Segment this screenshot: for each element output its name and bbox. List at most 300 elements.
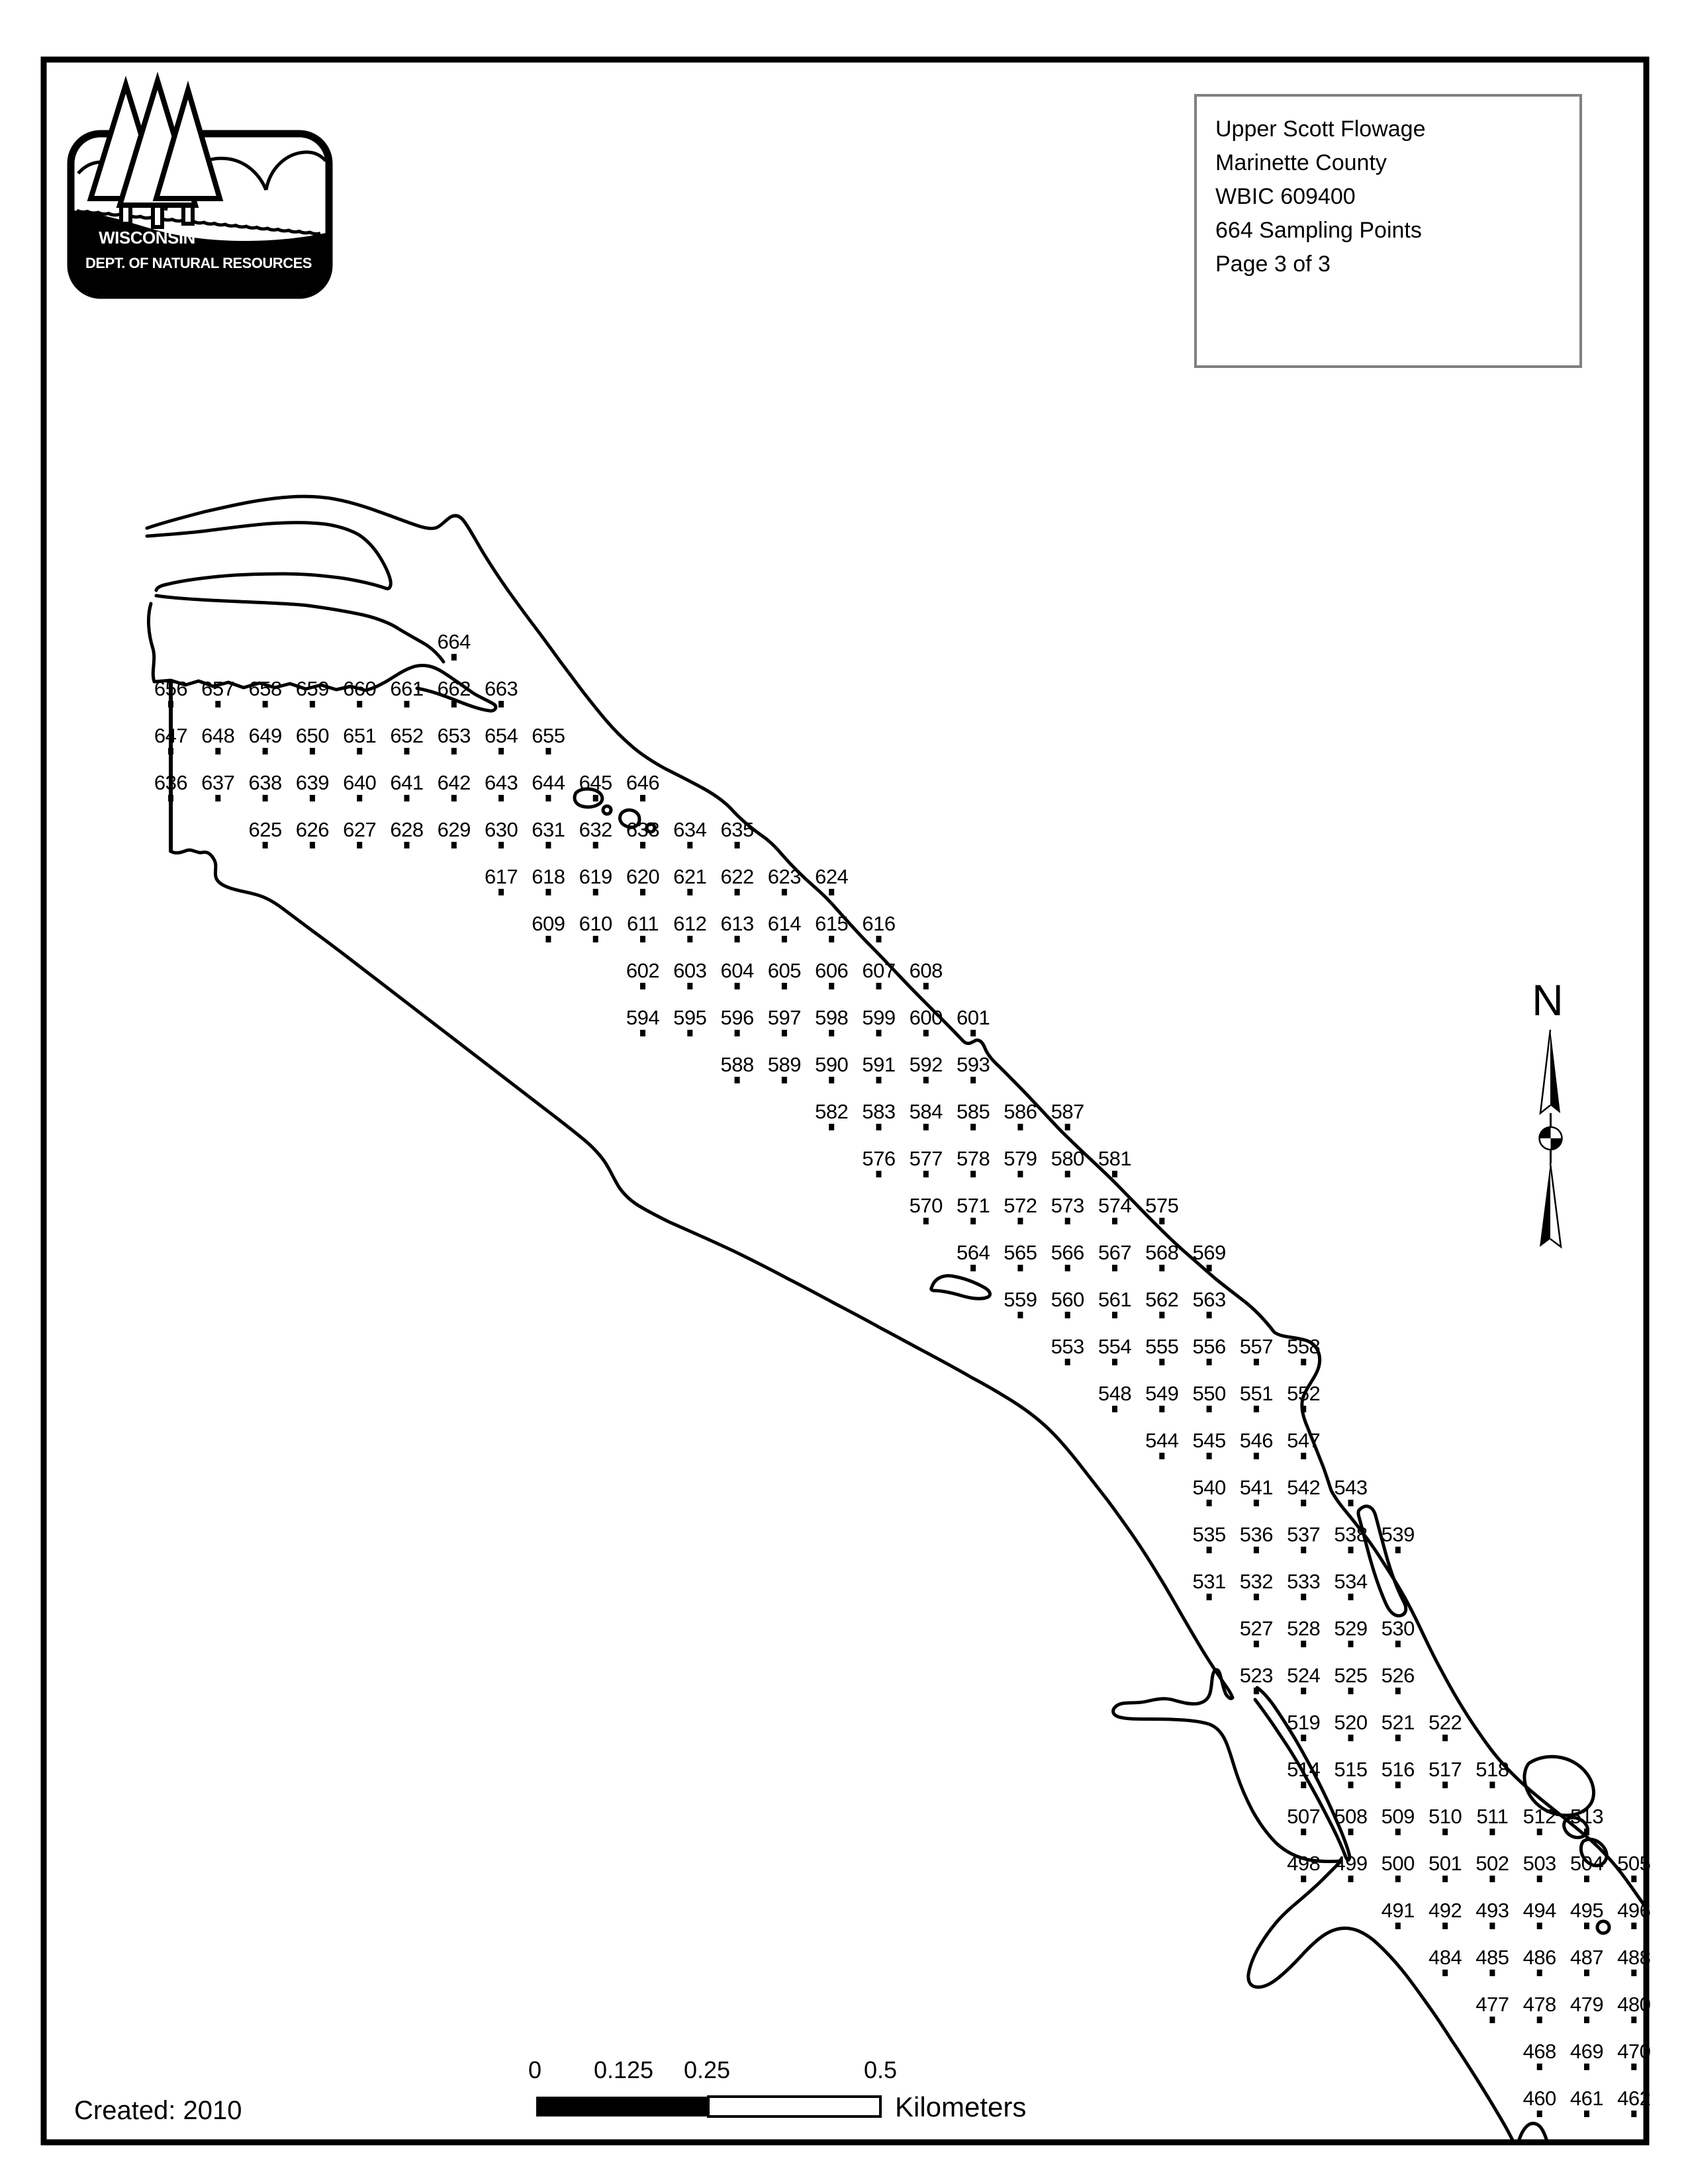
sampling-point-marker [1159, 1312, 1164, 1318]
sampling-point-label: 589 [767, 1053, 802, 1076]
sampling-point-label: 570 [909, 1194, 943, 1217]
sampling-point-label: 618 [532, 865, 565, 888]
sampling-point-marker [1017, 1312, 1023, 1318]
sampling-point-marker [498, 889, 504, 895]
sampling-point-marker [1017, 1171, 1023, 1177]
sampling-point-marker [1207, 1265, 1212, 1271]
sampling-point-marker [1301, 1500, 1306, 1506]
sampling-point-marker [1631, 1876, 1636, 1882]
sampling-point-marker [593, 795, 598, 801]
sampling-point-label: 574 [1098, 1194, 1132, 1217]
sampling-point-marker [498, 701, 504, 707]
sampling-point-marker [640, 936, 645, 942]
sampling-point-marker [263, 842, 268, 848]
sampling-point-label: 623 [767, 865, 802, 888]
sampling-point-label: 478 [1523, 1993, 1556, 2016]
sampling-point-label: 641 [390, 771, 424, 794]
sampling-point-label: 545 [1192, 1429, 1226, 1452]
sampling-point-label: 616 [862, 912, 896, 935]
scale-tick-025: 0.25 [683, 2056, 731, 2083]
sampling-point-marker [545, 936, 551, 942]
sampling-point-marker [498, 748, 504, 754]
sampling-point-marker [829, 936, 834, 942]
north-label: N [1532, 976, 1564, 1024]
sampling-point-label: 515 [1334, 1758, 1368, 1781]
created-label: Created: 2010 [74, 2096, 242, 2125]
sampling-point-marker [640, 983, 645, 989]
sampling-point-label: 550 [1192, 1382, 1226, 1405]
title-line-1: Upper Scott Flowage [1215, 116, 1426, 142]
sampling-point-marker [593, 889, 598, 895]
sampling-point-label: 592 [909, 1053, 943, 1076]
sampling-point-marker [357, 795, 362, 801]
sampling-point-label: 551 [1239, 1382, 1274, 1405]
scale-tick-0: 0 [528, 2056, 542, 2083]
sampling-point-label: 564 [956, 1241, 990, 1264]
sampling-point-marker [1301, 1594, 1306, 1600]
sampling-point-label: 579 [1004, 1147, 1037, 1170]
sampling-point-marker [687, 936, 692, 942]
sampling-point-label: 534 [1334, 1570, 1368, 1593]
scale-tick-05: 0.5 [863, 2056, 898, 2083]
sampling-point-label: 508 [1334, 1805, 1368, 1828]
sampling-point-label: 517 [1428, 1758, 1462, 1781]
sampling-point-marker [1395, 1829, 1401, 1835]
sampling-point-label: 492 [1428, 1899, 1462, 1922]
sampling-point-marker [829, 983, 834, 989]
sampling-point-label: 526 [1381, 1664, 1415, 1687]
sampling-point-label: 636 [154, 771, 188, 794]
sampling-point-marker [1442, 1970, 1448, 1976]
scale-bar [528, 2056, 1026, 2122]
sampling-point-marker [1254, 1641, 1259, 1647]
sampling-point-label: 604 [720, 959, 754, 982]
title-line-4: 664 Sampling Points [1215, 218, 1422, 243]
sampling-point-marker [263, 795, 268, 801]
sampling-point-marker [1348, 1547, 1354, 1553]
sampling-point-marker [1207, 1312, 1212, 1318]
sampling-point-marker [1584, 2017, 1589, 2023]
sampling-point-marker [735, 983, 740, 989]
sampling-point-label: 544 [1145, 1429, 1179, 1452]
sampling-point-label: 648 [201, 724, 235, 747]
sampling-point-marker [451, 748, 457, 754]
sampling-point-marker [970, 1265, 976, 1271]
sampling-point-marker [970, 1171, 976, 1177]
sampling-point-marker [1065, 1218, 1070, 1224]
sampling-point-marker [735, 842, 740, 848]
scale-unit-label: Kilometers [895, 2091, 1027, 2122]
sampling-point-label: 522 [1428, 1711, 1462, 1734]
sampling-point-label: 643 [484, 771, 518, 794]
sampling-point-marker [829, 1030, 834, 1036]
sampling-point-label: 530 [1381, 1617, 1415, 1640]
sampling-point-marker [923, 1124, 929, 1130]
sampling-point-label: 605 [767, 959, 802, 982]
sampling-point-marker [1254, 1500, 1259, 1506]
sampling-point-marker [1112, 1265, 1117, 1271]
wdnr-logo [71, 81, 329, 295]
sampling-point-marker [545, 889, 551, 895]
sampling-point-label: 606 [815, 959, 849, 982]
sampling-point-label: 615 [815, 912, 849, 935]
sampling-point-label: 500 [1381, 1852, 1415, 1875]
sampling-point-marker [1348, 1641, 1354, 1647]
sampling-point-label: 507 [1287, 1805, 1321, 1828]
sampling-point-label: 561 [1098, 1288, 1132, 1311]
sampling-point-marker [1301, 1641, 1306, 1647]
sampling-point-marker [168, 795, 173, 801]
sampling-point-label: 571 [956, 1194, 990, 1217]
sampling-point-marker [923, 1077, 929, 1083]
sampling-point-label: 486 [1523, 1946, 1556, 1969]
sampling-point-marker [1348, 1782, 1354, 1788]
sampling-point-label: 664 [437, 630, 471, 653]
sampling-point-label: 597 [767, 1006, 802, 1029]
sampling-point-label: 537 [1287, 1523, 1321, 1546]
sampling-point-label: 633 [626, 818, 660, 841]
sampling-point-label: 650 [295, 724, 330, 747]
sampling-point-marker [263, 748, 268, 754]
sampling-point-marker [498, 795, 504, 801]
sampling-point-marker [1537, 1923, 1542, 1929]
sampling-point-marker [1489, 1970, 1495, 1976]
sampling-point-label: 626 [295, 818, 330, 841]
sampling-point-marker [1489, 1829, 1495, 1835]
sampling-point-marker [357, 748, 362, 754]
sampling-point-label: 657 [201, 677, 235, 700]
sampling-point-label: 659 [295, 677, 330, 700]
sampling-point-marker [357, 701, 362, 707]
sampling-point-label: 510 [1428, 1805, 1462, 1828]
upper-finger-gap [147, 523, 391, 590]
sampling-point-label: 468 [1523, 2040, 1556, 2063]
sampling-point-label: 654 [484, 724, 518, 747]
sampling-point-label: 590 [815, 1053, 849, 1076]
sampling-point-label: 479 [1570, 1993, 1604, 2016]
sampling-point-label: 546 [1239, 1429, 1274, 1452]
sampling-point-label: 613 [720, 912, 754, 935]
sampling-point-label: 637 [201, 771, 235, 794]
sampling-point-marker [1348, 1876, 1354, 1882]
sampling-point-marker [1395, 1688, 1401, 1694]
sampling-point-marker [1395, 1641, 1401, 1647]
sampling-point-marker [1584, 1923, 1589, 1929]
sampling-point-marker [451, 795, 457, 801]
sampling-point-marker [1537, 1970, 1542, 1976]
sampling-point-label: 565 [1004, 1241, 1037, 1264]
sampling-point-label: 652 [390, 724, 424, 747]
sampling-point-marker [404, 842, 410, 848]
sampling-point-marker [782, 1030, 787, 1036]
sampling-point-marker [876, 983, 882, 989]
sampling-point-marker [1489, 2017, 1495, 2023]
sampling-point-label: 539 [1381, 1523, 1415, 1546]
sampling-point-marker [1631, 1923, 1636, 1929]
sampling-point-marker [1254, 1688, 1259, 1694]
sampling-point-marker [404, 748, 410, 754]
sampling-point-label: 655 [532, 724, 565, 747]
sampling-point-label: 661 [390, 677, 424, 700]
sampling-point-label: 538 [1334, 1523, 1368, 1546]
sampling-point-label: 549 [1145, 1382, 1179, 1405]
sampling-point-marker [168, 701, 173, 707]
sampling-point-label: 653 [437, 724, 471, 747]
sampling-point-marker [829, 1124, 834, 1130]
sampling-point-marker [1254, 1453, 1259, 1459]
sampling-point-marker [1537, 2064, 1542, 2070]
sampling-point-marker [1442, 1923, 1448, 1929]
sampling-point-marker [1301, 1547, 1306, 1553]
sampling-point-label: 640 [343, 771, 377, 794]
title-line-2: Marinette County [1215, 150, 1387, 175]
sampling-point-label: 484 [1428, 1946, 1462, 1969]
sampling-point-label: 603 [673, 959, 707, 982]
sampling-point-label: 642 [437, 771, 471, 794]
sampling-point-label: 601 [956, 1006, 990, 1029]
sampling-point-marker [1112, 1406, 1117, 1412]
north-arrow-upper-solid [1550, 1030, 1560, 1113]
sampling-point-label: 512 [1523, 1805, 1556, 1828]
sampling-point-label: 477 [1476, 1993, 1509, 2016]
sampling-point-marker [1442, 1829, 1448, 1835]
sampling-point-label: 647 [154, 724, 188, 747]
sampling-point-label: 527 [1239, 1617, 1274, 1640]
sampling-point-label: 600 [909, 1006, 943, 1029]
sampling-point-label: 567 [1098, 1241, 1132, 1264]
sampling-point-label: 660 [343, 677, 377, 700]
sampling-point-label: 617 [484, 865, 518, 888]
sampling-point-marker [640, 842, 645, 848]
sampling-point-label: 563 [1192, 1288, 1226, 1311]
sampling-point-label: 520 [1334, 1711, 1368, 1734]
sampling-point-marker [1584, 2064, 1589, 2070]
sampling-point-marker [1489, 1923, 1495, 1929]
sampling-point-label: 614 [767, 912, 802, 935]
sampling-point-marker [1631, 1970, 1636, 1976]
sampling-point-marker [1254, 1359, 1259, 1365]
sampling-point-label: 460 [1523, 2087, 1556, 2110]
sampling-point-label: 487 [1570, 1946, 1604, 1969]
sampling-point-marker [1207, 1453, 1212, 1459]
scale-tick-0125: 0.125 [593, 2056, 654, 2083]
sampling-point-marker [923, 1218, 929, 1224]
sampling-point-label: 501 [1428, 1852, 1462, 1875]
sampling-point-label: 581 [1098, 1147, 1132, 1170]
sampling-point-marker [1537, 2017, 1542, 2023]
sampling-point-marker [1112, 1218, 1117, 1224]
sampling-point-marker [829, 1077, 834, 1083]
sampling-point-marker [1584, 1970, 1589, 1976]
sampling-point-marker [1207, 1547, 1212, 1553]
sampling-point-label: 608 [909, 959, 943, 982]
sampling-point-label: 591 [862, 1053, 896, 1076]
sampling-point-label: 518 [1476, 1758, 1509, 1781]
sampling-point-marker [640, 795, 645, 801]
title-line-5: Page 3 of 3 [1215, 251, 1331, 277]
lower-finger-shore [156, 596, 444, 662]
sampling-points-layer [154, 630, 1651, 2117]
sampling-point-marker [782, 1077, 787, 1083]
sampling-point-marker [876, 1077, 882, 1083]
sampling-point-marker [1301, 1406, 1306, 1412]
sampling-point-label: 560 [1051, 1288, 1084, 1311]
sampling-point-label: 536 [1239, 1523, 1274, 1546]
sampling-point-marker [735, 936, 740, 942]
sampling-point-marker [1159, 1265, 1164, 1271]
sampling-point-marker [1395, 1735, 1401, 1741]
north-arrow-lower-solid [1540, 1163, 1550, 1247]
sampling-point-marker [735, 1030, 740, 1036]
sampling-point-marker [1584, 1876, 1589, 1882]
sampling-point-label: 554 [1098, 1335, 1132, 1358]
sampling-point-marker [1301, 1688, 1306, 1694]
sampling-point-marker [1301, 1876, 1306, 1882]
sampling-point-marker [1395, 1782, 1401, 1788]
sampling-point-label: 516 [1381, 1758, 1415, 1781]
sampling-point-label: 631 [532, 818, 565, 841]
sampling-point-marker [1254, 1547, 1259, 1553]
sampling-point-label: 627 [343, 818, 377, 841]
sampling-point-label: 559 [1004, 1288, 1037, 1311]
sampling-point-marker [1489, 1876, 1495, 1882]
sampling-point-marker [1348, 1735, 1354, 1741]
sampling-point-marker [1537, 1829, 1542, 1835]
sampling-point-marker [1017, 1124, 1023, 1130]
sampling-point-label: 649 [248, 724, 282, 747]
sampling-point-label: 638 [248, 771, 282, 794]
sampling-point-label: 607 [862, 959, 896, 982]
sampling-point-label: 533 [1287, 1570, 1321, 1593]
sampling-point-label: 555 [1145, 1335, 1179, 1358]
sampling-point-label: 525 [1334, 1664, 1368, 1687]
sampling-point-marker [1159, 1453, 1164, 1459]
sampling-point-label: 609 [532, 912, 565, 935]
sampling-point-label: 594 [626, 1006, 660, 1029]
sampling-point-label: 503 [1523, 1852, 1556, 1875]
sampling-point-label: 566 [1051, 1241, 1084, 1264]
sampling-point-label: 514 [1287, 1758, 1321, 1781]
sampling-point-marker [593, 936, 598, 942]
sampling-point-label: 645 [579, 771, 612, 794]
sampling-point-label: 502 [1476, 1852, 1509, 1875]
sampling-point-label: 558 [1287, 1335, 1321, 1358]
sampling-point-marker [640, 1030, 645, 1036]
sampling-point-marker [735, 1077, 740, 1083]
sampling-point-marker [876, 1030, 882, 1036]
sampling-point-label: 578 [956, 1147, 990, 1170]
sampling-point-marker [876, 1171, 882, 1177]
sampling-point-marker [1159, 1406, 1164, 1412]
sampling-point-marker [1442, 1782, 1448, 1788]
sampling-point-label: 612 [673, 912, 707, 935]
sampling-point-label: 569 [1192, 1241, 1226, 1264]
sampling-point-label: 542 [1287, 1476, 1321, 1499]
sampling-point-label: 513 [1570, 1805, 1604, 1828]
sampling-point-marker [1584, 1829, 1589, 1835]
title-line-3: WBIC 609400 [1215, 184, 1356, 209]
sampling-point-label: 540 [1192, 1476, 1226, 1499]
logo-text-wisconsin: WISCONSIN [99, 228, 195, 248]
sampling-point-label: 524 [1287, 1664, 1321, 1687]
sampling-point-label: 602 [626, 959, 660, 982]
sampling-point-label: 531 [1192, 1570, 1226, 1593]
sampling-point-marker [1537, 2111, 1542, 2117]
north-arrow [1532, 976, 1564, 1247]
sampling-point-marker [1112, 1171, 1117, 1177]
sampling-point-label: 494 [1523, 1899, 1556, 1922]
sampling-point-label: 588 [720, 1053, 754, 1076]
sampling-point-marker [593, 842, 598, 848]
sampling-point-label: 575 [1145, 1194, 1179, 1217]
sampling-point-label: 541 [1239, 1476, 1274, 1499]
sampling-point-label: 509 [1381, 1805, 1415, 1828]
sampling-point-marker [1301, 1453, 1306, 1459]
sampling-point-label: 656 [154, 677, 188, 700]
sampling-point-marker [1348, 1500, 1354, 1506]
sampling-point-marker [829, 889, 834, 895]
sampling-point-marker [1631, 2111, 1636, 2117]
sampling-point-label: 461 [1570, 2087, 1604, 2110]
sampling-point-label: 632 [579, 818, 612, 841]
sampling-point-marker [215, 701, 220, 707]
sampling-point-label: 630 [484, 818, 518, 841]
sampling-point-marker [782, 889, 787, 895]
sampling-point-marker [1348, 1829, 1354, 1835]
sampling-point-marker [923, 1030, 929, 1036]
bottom-arch [1519, 2123, 1547, 2142]
sampling-point-marker [451, 654, 457, 660]
sampling-point-marker [1537, 1876, 1542, 1882]
sampling-point-label: 586 [1004, 1100, 1037, 1123]
sampling-point-marker [545, 795, 551, 801]
sampling-point-marker [923, 983, 929, 989]
sampling-point-label: 496 [1617, 1899, 1651, 1922]
sampling-point-marker [545, 842, 551, 848]
sampling-point-marker [1301, 1359, 1306, 1365]
sampling-point-label: 548 [1098, 1382, 1132, 1405]
sampling-point-marker [1065, 1124, 1070, 1130]
sampling-point-label: 593 [956, 1053, 990, 1076]
sampling-point-marker [1065, 1312, 1070, 1318]
sampling-point-marker [215, 795, 220, 801]
sampling-point-marker [1631, 2017, 1636, 2023]
sampling-point-marker [687, 983, 692, 989]
sampling-point-label: 629 [437, 818, 471, 841]
sampling-point-marker [1207, 1406, 1212, 1412]
sampling-point-label: 584 [909, 1100, 943, 1123]
sampling-point-label: 619 [579, 865, 612, 888]
sampling-point-label: 505 [1617, 1852, 1651, 1875]
sampling-point-label: 572 [1004, 1194, 1037, 1217]
sampling-point-marker [876, 936, 882, 942]
sampling-point-marker [1301, 1782, 1306, 1788]
sampling-point-label: 576 [862, 1147, 896, 1170]
sampling-point-marker [357, 842, 362, 848]
sampling-point-marker [263, 701, 268, 707]
sampling-point-marker [687, 842, 692, 848]
sampling-point-label: 598 [815, 1006, 849, 1029]
sampling-point-label: 493 [1476, 1899, 1509, 1922]
sampling-point-label: 587 [1051, 1100, 1084, 1123]
sampling-point-label: 611 [627, 912, 659, 935]
sampling-point-marker [168, 748, 173, 754]
sampling-point-label: 639 [295, 771, 330, 794]
sampling-point-label: 658 [248, 677, 282, 700]
sampling-point-label: 519 [1287, 1711, 1321, 1734]
sampling-point-marker [1442, 1735, 1448, 1741]
sampling-point-marker [310, 701, 315, 707]
